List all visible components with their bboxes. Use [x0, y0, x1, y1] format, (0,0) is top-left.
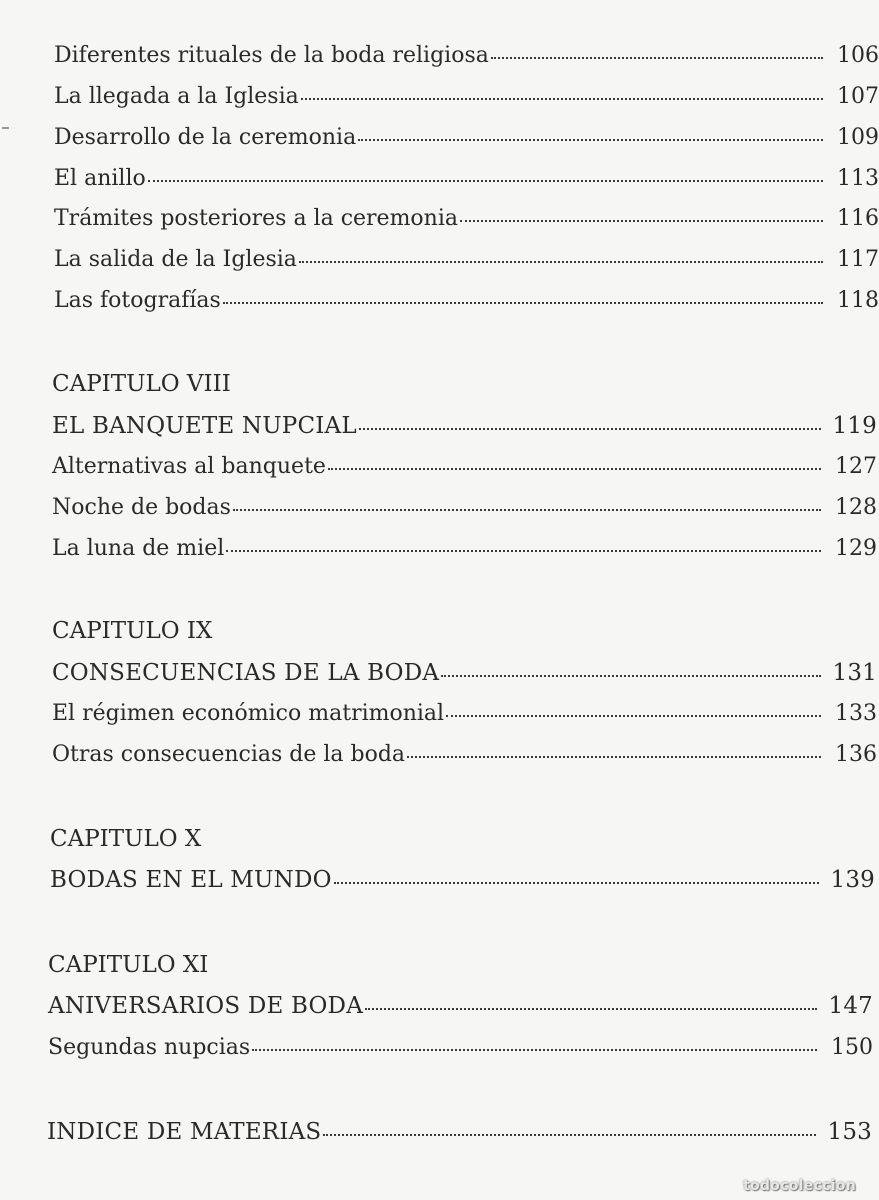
toc-entry-title: La llegada a la Iglesia	[54, 84, 299, 109]
toc-entry-page: 147	[828, 993, 873, 1019]
dot-leader	[460, 220, 823, 222]
toc-entry-page: 129	[835, 536, 877, 561]
toc-entry-title: Las fotografías	[54, 288, 221, 313]
toc-entry-title: Diferentes rituales de la boda religiosa	[54, 43, 489, 68]
toc-entry	[0, 205, 879, 233]
chapter-title-entry	[0, 866, 875, 894]
toc-entry	[0, 494, 877, 522]
toc-entry	[0, 124, 879, 152]
dot-leader	[365, 1008, 817, 1010]
toc-entry	[0, 700, 877, 728]
chapter-title-entry	[0, 412, 877, 440]
toc-entry-page: 106	[837, 43, 879, 68]
dot-leader	[299, 261, 823, 263]
dot-leader	[358, 139, 823, 141]
dot-leader	[323, 1134, 816, 1136]
toc-entry	[0, 453, 877, 481]
chapter-heading: CAPITULO X	[50, 826, 202, 852]
toc-entry-title: CONSECUENCIAS DE LA BODA	[52, 660, 440, 686]
dot-leader	[252, 1049, 817, 1051]
toc-entry	[0, 287, 879, 315]
toc-entry-title: Noche de bodas	[52, 495, 231, 520]
dot-leader	[407, 756, 821, 758]
toc-entry-page: 133	[835, 701, 877, 726]
toc-entry	[0, 741, 877, 769]
toc-entry-title: La luna de miel	[52, 536, 225, 561]
dot-leader	[148, 180, 823, 182]
toc-entry-page: 150	[831, 1035, 873, 1060]
toc-entry-title: Trámites posteriores a la ceremonia	[54, 206, 459, 231]
toc-entry-page: 139	[830, 867, 875, 893]
toc-entry-page: 119	[832, 413, 877, 439]
toc-entry-page: 118	[837, 288, 879, 313]
chapter-heading: CAPITULO IX	[52, 618, 213, 644]
toc-entry-page: 116	[837, 206, 879, 231]
index-entry	[0, 1118, 872, 1146]
toc-entry-title: BODAS EN EL MUNDO	[50, 867, 332, 893]
toc-entry-page: 107	[837, 84, 879, 109]
toc-entry	[0, 42, 879, 70]
dot-leader	[334, 882, 819, 884]
toc-entry-page: 153	[827, 1119, 872, 1145]
toc-entry-page: 128	[835, 495, 877, 520]
dot-leader	[233, 509, 821, 511]
dot-leader	[446, 715, 821, 717]
toc-entry	[0, 246, 879, 274]
toc-entry	[0, 83, 879, 111]
toc-entry-page: 109	[837, 125, 879, 150]
toc-entry	[0, 535, 877, 563]
dot-leader	[328, 468, 821, 470]
dot-leader	[491, 57, 823, 59]
toc-entry-page: 131	[832, 660, 877, 686]
chapter-title-entry	[0, 659, 877, 687]
toc-entry-title: La salida de la Iglesia	[54, 247, 297, 272]
toc-entry-title: Desarrollo de la ceremonia	[54, 125, 357, 150]
dot-leader	[226, 550, 821, 552]
toc-entry-title: INDICE DE MATERIAS	[47, 1119, 322, 1145]
toc-entry-page: 136	[835, 742, 877, 767]
chapter-heading: CAPITULO VIII	[52, 371, 231, 397]
toc-entry-title: Alternativas al banquete	[52, 454, 326, 479]
watermark: todocoleccion	[742, 1178, 856, 1194]
toc-entry	[0, 165, 879, 193]
toc-entry-title: EL BANQUETE NUPCIAL	[52, 413, 357, 439]
chapter-title-entry	[0, 992, 873, 1020]
toc-entry-title: El régimen económico matrimonial	[52, 701, 445, 726]
toc-entry-page: 117	[837, 247, 879, 272]
dot-leader	[441, 675, 821, 677]
toc-entry-title: El anillo	[54, 166, 146, 191]
toc-entry-title: Otras consecuencias de la boda	[52, 742, 406, 767]
toc-entry-title: ANIVERSARIOS DE BODA	[48, 993, 364, 1019]
toc-entry-page: 127	[835, 454, 877, 479]
toc-entry-title: Segundas nupcias	[48, 1035, 251, 1060]
toc-entry-page: 113	[837, 166, 879, 191]
dot-leader	[301, 98, 823, 100]
chapter-heading: CAPITULO XI	[48, 952, 209, 978]
toc-entry	[0, 1034, 873, 1062]
dot-leader	[223, 302, 823, 304]
dot-leader	[359, 428, 821, 430]
